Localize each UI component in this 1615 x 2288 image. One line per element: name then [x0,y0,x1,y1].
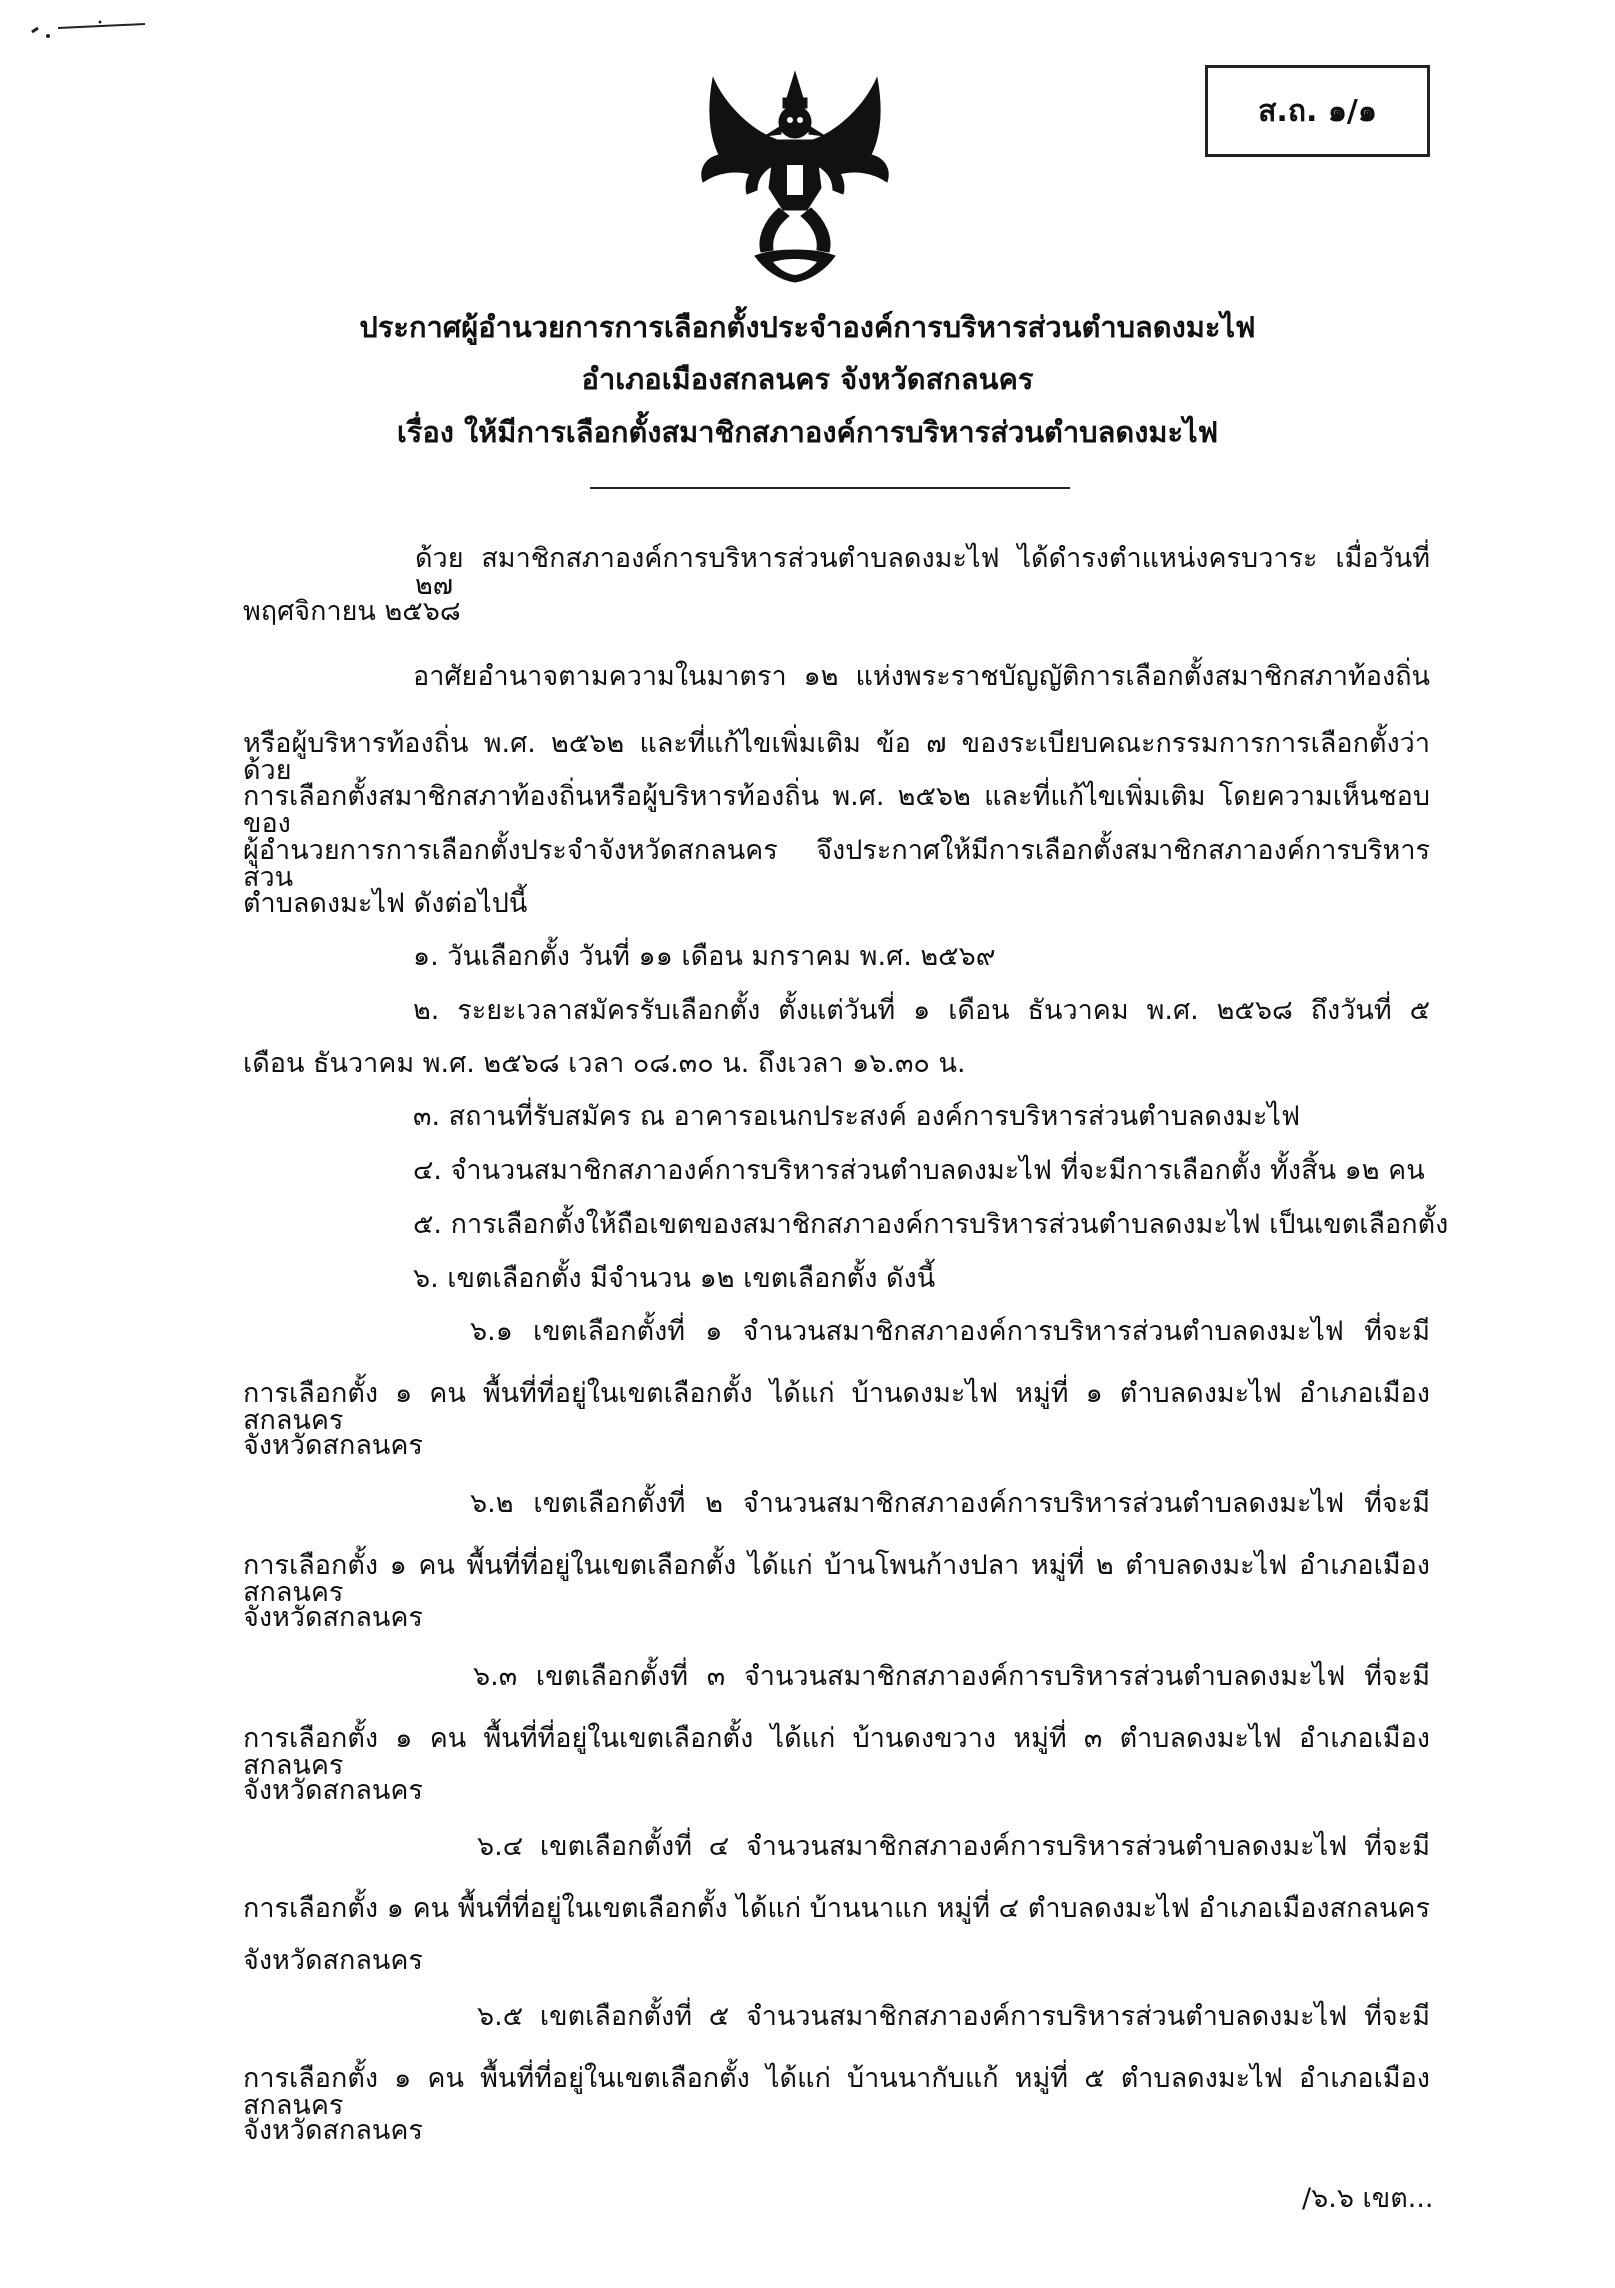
district-line: ๖.๔ เขตเลือกตั้งที่ ๔ จำนวนสมาชิกสภาองค์การบริหารส่วนตำบลดงมะไฟ ที่จะมี [477,1831,1430,1862]
document-code-box [1205,65,1430,157]
corner-scan-mark [30,10,150,50]
list-item: ๑. วันเลือกตั้ง วันที่ ๑๑ เดือน มกราคม พ.ศ. ๒๕๖๙ [413,941,996,972]
garuda-emblem-icon [695,70,895,285]
district-line: จังหวัดสกลนคร [243,1945,423,1976]
district-line: ๖.๓ เขตเลือกตั้งที่ ๓ จำนวนสมาชิกสภาองค์การบริหารส่วนตำบลดงมะไฟ ที่จะมี [473,1661,1430,1692]
district-line: จังหวัดสกลนคร [243,1775,423,1806]
authority-line: หรือผู้บริหารท้องถิ่น พ.ศ. ๒๕๖๒ และที่แก้ไขเพิ่มเติม ข้อ ๗ ของระเบียบคณะกรรมการการเลือกตั้งว่าด้วย [243,728,1430,786]
list-item: ๓. สถานที่รับสมัคร ณ อาคารอเนกประสงค์ องค์การบริหารส่วนตำบลดงมะไฟ [413,1101,1301,1132]
announcement-location: อำเภอเมืองสกลนคร จังหวัดสกลนคร [581,362,1034,396]
district-line: จังหวัดสกลนคร [243,1602,423,1633]
authority-line: การเลือกตั้งสมาชิกสภาท้องถิ่นหรือผู้บริหารท้องถิ่น พ.ศ. ๒๕๖๒ และที่แก้ไขเพิ่มเติม โดยความเห็นชอบของ [243,781,1430,839]
announcement-subject: เรื่อง ให้มีการเลือกตั้งสมาชิกสภาองค์การบริหารส่วนตำบลดงมะไฟ [396,415,1219,449]
district-line: ๖.๒ เขตเลือกตั้งที่ ๒ จำนวนสมาชิกสภาองค์การบริหารส่วนตำบลดงมะไฟ ที่จะมี [470,1488,1430,1519]
authority-line: ผู้อำนวยการการเลือกตั้งประจำจังหวัดสกลนคร จึงประกาศให้มีการเลือกตั้งสมาชิกสภาองค์การบริหารส่วน [243,835,1430,893]
district-line: ๖.๕ เขตเลือกตั้งที่ ๕ จำนวนสมาชิกสภาองค์การบริหารส่วนตำบลดงมะไฟ ที่จะมี [477,2001,1430,2032]
continuation-note: /๖.๖ เขต... [1302,2183,1434,2214]
authority-line: ตำบลดงมะไฟ ดังต่อไปนี้ [243,888,528,919]
district-line: การเลือกตั้ง ๑ คน พื้นที่ที่อยู่ในเขตเลือกตั้ง ได้แก่ บ้านนากับแก้ หมู่ที่ ๕ ตำบลดงมะไฟ อำเภอเมืองสกลนคร [243,2063,1430,2121]
district-line: การเลือกตั้ง ๑ คน พื้นที่ที่อยู่ในเขตเลือกตั้ง ได้แก่ บ้านดงขวาง หมู่ที่ ๓ ตำบลดงมะไฟ อำเภอเมืองสกลนคร [243,1723,1430,1781]
intro-line: พฤศจิกายน ๒๕๖๘ [243,596,461,627]
list-item: ๒. ระยะเวลาสมัครรับเลือกตั้ง ตั้งแต่วันที่ ๑ เดือน ธันวาคม พ.ศ. ๒๕๖๘ ถึงวันที่ ๕ [413,995,1430,1026]
district-line: จังหวัดสกลนคร [243,2115,423,2146]
list-item: ๔. จำนวนสมาชิกสภาองค์การบริหารส่วนตำบลดงมะไฟ ที่จะมีการเลือกตั้ง ทั้งสิ้น ๑๒ คน [413,1155,1425,1186]
intro-line: ด้วย สมาชิกสภาองค์การบริหารส่วนตำบลดงมะไฟ ได้ดำรงตำแหน่งครบวาระ เมื่อวันที่ ๒๗ [415,543,1430,601]
district-line: ๖.๑ เขตเลือกตั้งที่ ๑ จำนวนสมาชิกสภาองค์การบริหารส่วนตำบลดงมะไฟ ที่จะมี [470,1316,1430,1347]
document-code: ส.ถ. ๑/๑ [1258,93,1377,129]
district-line: การเลือกตั้ง ๑ คน พื้นที่ที่อยู่ในเขตเลือกตั้ง ได้แก่ บ้านนาแก หมู่ที่ ๔ ตำบลดงมะไฟ อำเภอเมืองสกลนคร [243,1893,1430,1924]
authority-line: อาศัยอำนาจตามความในมาตรา ๑๒ แห่งพระราชบัญญัติการเลือกตั้งสมาชิกสภาท้องถิ่น [413,661,1430,692]
list-item: เดือน ธันวาคม พ.ศ. ๒๕๖๘ เวลา ๐๘.๓๐ น. ถึงเวลา ๑๖.๓๐ น. [243,1048,966,1079]
title-divider [590,487,1070,489]
district-line: การเลือกตั้ง ๑ คน พื้นที่ที่อยู่ในเขตเลือกตั้ง ได้แก่ บ้านโพนก้างปลา หมู่ที่ ๒ ตำบลดงมะไฟ อำเภอเมืองสกลนคร [243,1550,1430,1608]
announcement-title: ประกาศผู้อำนวยการการเลือกตั้งประจำองค์การบริหารส่วนตำบลดงมะไฟ [359,310,1256,344]
district-line: การเลือกตั้ง ๑ คน พื้นที่ที่อยู่ในเขตเลือกตั้ง ได้แก่ บ้านดงมะไฟ หมู่ที่ ๑ ตำบลดงมะไฟ อำเภอเมืองสกลนคร [243,1378,1430,1436]
list-item: ๕. การเลือกตั้งให้ถือเขตของสมาชิกสภาองค์การบริหารส่วนตำบลดงมะไฟ เป็นเขตเลือกตั้ง [413,1209,1449,1240]
list-item: ๖. เขตเลือกตั้ง มีจำนวน ๑๒ เขตเลือกตั้ง ดังนี้ [413,1263,936,1294]
district-line: จังหวัดสกลนคร [243,1430,423,1461]
